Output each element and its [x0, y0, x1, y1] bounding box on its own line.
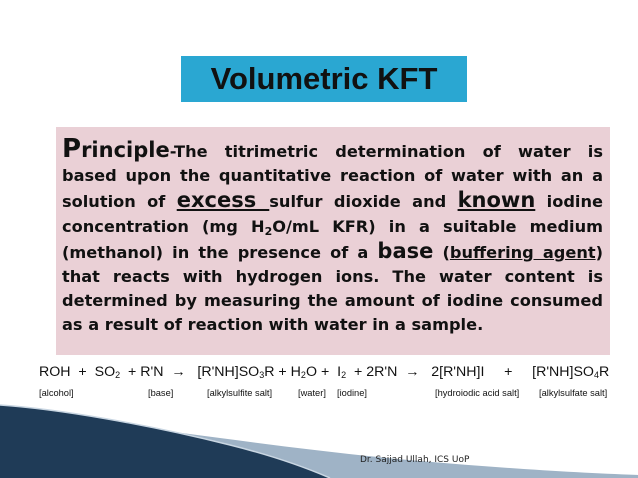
eq-h2o-sub: 2 — [300, 370, 306, 380]
base-word: base — [377, 238, 434, 263]
label-hydroiodic: [hydroiodic acid salt] — [435, 388, 520, 398]
principle-text — [62, 134, 604, 338]
eq-arrow-2: → — [405, 364, 420, 380]
eq-plus-5: + — [353, 364, 363, 380]
label-alkylsulfite: [alkylsulfite salt] — [207, 388, 273, 398]
eq-plus-6: + — [504, 364, 513, 380]
eq-plus-1: + — [78, 364, 87, 380]
eq-plus-3: + — [278, 364, 287, 380]
eq-h2o-b: O — [305, 364, 317, 380]
slide-title: Volumetric KFT — [210, 61, 438, 96]
eq-h2o-a: H — [290, 364, 301, 380]
excess-word: excess — [176, 188, 270, 213]
eq-arrow-1: → — [171, 364, 186, 380]
label-water: [water] — [298, 388, 326, 398]
eq-prod4b: R — [598, 364, 610, 380]
eq-2rn: 2R'N — [366, 364, 398, 380]
label-iodine: [iodine] — [337, 388, 367, 398]
title-box — [181, 56, 467, 102]
decorative-swoosh — [0, 395, 638, 478]
principle-body-5: ( — [433, 242, 450, 262]
principle-lead-word: rinciple — [81, 138, 170, 162]
eq-i: I — [337, 364, 342, 380]
swoosh-dark — [0, 405, 330, 478]
eq-roh: ROH — [39, 364, 71, 380]
h2o-subscript: 2 — [264, 224, 273, 238]
eq-rn: R'N — [140, 364, 164, 380]
buffering-agent: buffering agent — [449, 242, 596, 262]
eq-prod1-sub: 3 — [259, 370, 265, 380]
label-alcohol: [alcohol] — [39, 388, 74, 398]
known-word: known — [457, 188, 536, 213]
eq-hi: 2[R'NH]I — [431, 364, 485, 380]
label-alkylsulfate: [alkylsulfate salt] — [539, 388, 608, 398]
kf-equation — [39, 364, 635, 388]
eq-prod1a: [R'NH]SO — [197, 364, 260, 380]
eq-plus-4: + — [320, 364, 330, 380]
eq-prod4-sub: 4 — [593, 370, 599, 380]
eq-so-sub: 2 — [115, 370, 121, 380]
eq-prod4a: [R'NH]SO — [532, 364, 594, 380]
footer-credit: Dr. Sajjad Ullah, ICS UoP — [360, 455, 470, 465]
principle-body-6: ) that reacts with hydrogen ions. The water content is determined by measuring the amount of iodine consumed as a result of reaction with water in a sample. — [62, 242, 604, 335]
principle-body-3: iodine concentration (mg H — [62, 192, 603, 236]
eq-prod1b: R — [264, 364, 275, 380]
principle-body-1: -The titrimetric determination of water is based upon the quantitative reaction of water with an a solution of — [62, 142, 603, 212]
eq-so: SO — [94, 364, 116, 380]
eq-i-sub: 2 — [341, 370, 347, 380]
eq-plus-2: + — [128, 364, 137, 380]
principle-body-2: sulfur dioxide and — [269, 192, 458, 212]
principle-body-4: O/mL KFR) in a suitable medium (methanol) in the presence of a — [62, 216, 603, 262]
principle-lead-letter: P — [62, 134, 82, 164]
label-base: [base] — [148, 388, 174, 398]
